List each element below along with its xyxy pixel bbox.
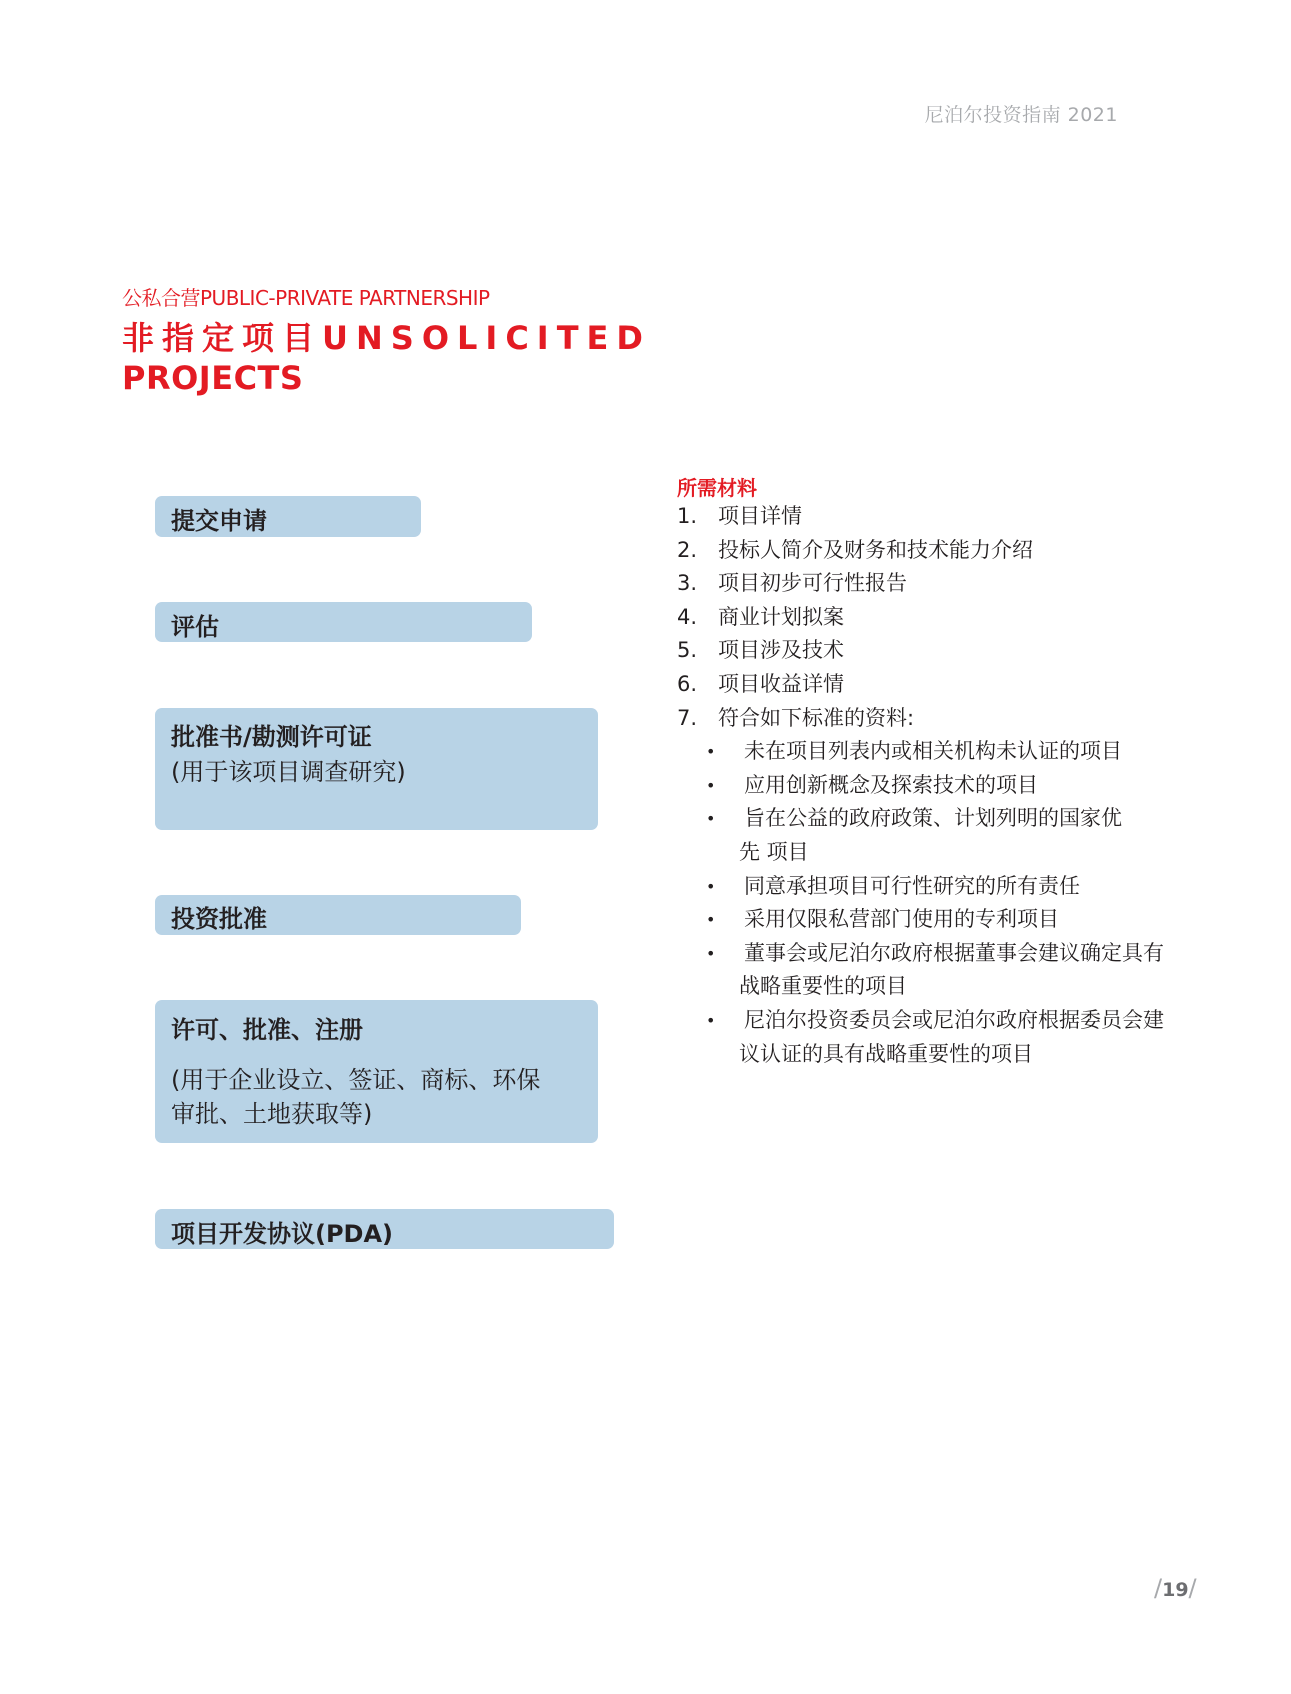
criteria-text: 采用仅限私营部门使用的专利项目 [744, 907, 1059, 932]
list-number: 5. [677, 638, 698, 663]
criteria-item [677, 735, 1197, 769]
criteria-item [677, 903, 1197, 937]
list-text: 项目收益详情 [718, 671, 844, 696]
criteria-item [677, 769, 1197, 803]
bullet-icon: • [706, 809, 716, 829]
process-step-submit-application [155, 496, 421, 537]
process-step-project-development-agreement [155, 1209, 614, 1249]
materials-heading: 所需材料 [677, 476, 757, 500]
criteria-item [677, 870, 1197, 904]
step-note: (用于该项目调查研究) [171, 758, 406, 786]
list-number: 4. [677, 604, 698, 629]
step-title: 提交申请 [171, 507, 267, 535]
list-text: 项目初步可行性报告 [718, 571, 907, 596]
section-title-line-2: PROJECTS [122, 359, 304, 397]
step-title: 评估 [171, 613, 219, 641]
list-item [677, 500, 1197, 534]
step-title: 项目开发协议(PDA) [171, 1220, 394, 1248]
bullet-icon: • [706, 1010, 716, 1030]
section-kicker: 公私合营PUBLIC-PRIVATE PARTNERSHIP [122, 286, 490, 310]
criteria-text: 未在项目列表内或相关机构未认证的项目 [744, 739, 1122, 764]
list-number: 7. [677, 705, 698, 730]
process-step-survey-license [155, 708, 598, 830]
bullet-icon: • [706, 742, 716, 762]
process-step-investment-approval [155, 895, 521, 935]
list-item [677, 534, 1197, 568]
step-title: 许可、批准、注册 [171, 1016, 363, 1044]
criteria-text: 同意承担项目可行性研究的所有责任 [744, 873, 1080, 898]
bullet-icon: • [706, 910, 716, 930]
list-item [677, 634, 1197, 668]
criteria-text: 董事会或尼泊尔政府根据董事会建议确定具有战略重要性的项目 [739, 940, 1164, 999]
list-item [677, 601, 1197, 635]
criteria-item [677, 802, 1139, 869]
section-title-line-1: 非指定项目UNSOLICITED [122, 319, 651, 357]
page-number-slash-left: / [1154, 1574, 1163, 1602]
bullet-icon: • [706, 775, 716, 795]
criteria-text: 应用创新概念及探索技术的项目 [744, 772, 1038, 797]
list-number: 2. [677, 537, 698, 562]
list-number: 3. [677, 571, 698, 596]
materials-list [677, 500, 1197, 735]
page-number [1154, 1574, 1197, 1602]
process-step-permits-registration [155, 1000, 598, 1143]
list-item [677, 702, 1197, 736]
list-number: 1. [677, 504, 698, 528]
criteria-item [677, 937, 1169, 1004]
list-text: 商业计划拟案 [718, 604, 844, 629]
page-number-value: 19 [1162, 1579, 1189, 1601]
section-title [122, 318, 651, 398]
list-text: 项目详情 [718, 504, 802, 528]
document-header-title: 尼泊尔投资指南 2021 [924, 104, 1118, 126]
bullet-icon: • [706, 943, 716, 963]
page-number-slash-right: / [1188, 1574, 1197, 1602]
step-title: 批准书/勘测许可证 [171, 723, 372, 751]
required-materials [677, 476, 1197, 1071]
list-text: 符合如下标准的资料: [718, 705, 915, 730]
bullet-icon: • [706, 876, 716, 896]
list-text: 投标人简介及财务和技术能力介绍 [718, 537, 1033, 562]
criteria-list [677, 735, 1197, 1071]
step-title: 投资批准 [171, 905, 267, 933]
list-number: 6. [677, 671, 698, 696]
list-item [677, 668, 1197, 702]
list-text: 项目涉及技术 [718, 638, 844, 663]
criteria-text: 旨在公益的政府政策、计划列明的国家优先 项目 [739, 806, 1122, 864]
criteria-item [677, 1004, 1169, 1071]
step-note: (用于企业设立、签证、商标、环保审批、土地获取等) [171, 1066, 541, 1128]
criteria-text: 尼泊尔投资委员会或尼泊尔政府根据委员会建议认证的具有战略重要性的项目 [739, 1007, 1164, 1066]
process-step-evaluation [155, 602, 532, 642]
list-item [677, 567, 1197, 601]
